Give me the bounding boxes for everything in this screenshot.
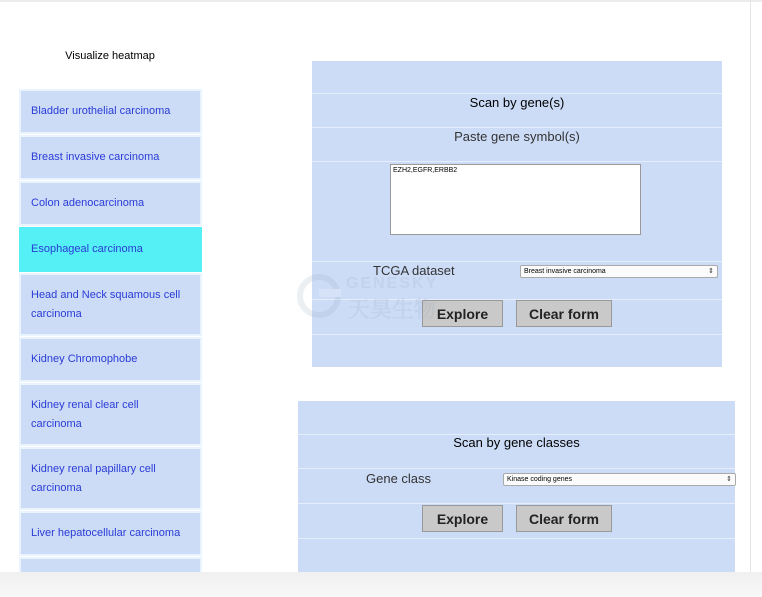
bottom-fade — [0, 572, 762, 597]
clear-form-button[interactable]: Clear form — [516, 505, 612, 532]
clear-form-button[interactable]: Clear form — [516, 300, 612, 327]
row-divider — [298, 468, 735, 469]
explore-button[interactable]: Explore — [422, 505, 503, 532]
sidebar-item-esophageal[interactable]: Esophageal carcinoma — [19, 227, 202, 272]
sidebar-item-kidney-clear-cell[interactable]: Kidney renal clear cell carcinoma — [19, 383, 202, 446]
tcga-dataset-value: Breast invasive carcinoma — [524, 268, 606, 275]
gene-scan-subtitle: Paste gene symbol(s) — [454, 129, 580, 144]
select-arrows-icon: ⇕ — [726, 476, 732, 483]
gene-symbols-input[interactable] — [390, 164, 641, 235]
class-scan-title: Scan by gene classes — [453, 435, 580, 450]
gene-class-label: Gene class — [366, 471, 432, 486]
tcga-dataset-label: TCGA dataset — [373, 263, 455, 278]
sidebar-title: Visualize heatmap — [65, 50, 155, 62]
row-divider — [298, 538, 735, 539]
gene-scan-title: Scan by gene(s) — [469, 95, 565, 110]
sidebar-item-bladder[interactable]: Bladder urothelial carcinoma — [19, 89, 202, 134]
sidebar-item-colon[interactable]: Colon adenocarcinoma — [19, 181, 202, 226]
tcga-dataset-select[interactable] — [520, 265, 718, 278]
class-scan-panel — [298, 401, 735, 572]
sidebar-item-kidney-chromophobe[interactable]: Kidney Chromophobe — [19, 337, 202, 382]
row-divider — [312, 127, 722, 128]
row-divider — [312, 93, 722, 94]
row-divider — [312, 261, 722, 262]
gene-class-value: Kinase coding genes — [507, 476, 572, 483]
sidebar-item-head-neck[interactable]: Head and Neck squamous cell carcinoma — [19, 273, 202, 336]
sidebar-item-liver[interactable]: Liver hepatocellular carcinoma — [19, 511, 202, 556]
row-divider — [312, 334, 722, 335]
row-divider — [298, 503, 735, 504]
right-border — [750, 0, 751, 572]
sidebar-item-breast[interactable]: Breast invasive carcinoma — [19, 135, 202, 180]
explore-button[interactable]: Explore — [422, 300, 503, 327]
gene-class-select[interactable] — [503, 473, 736, 486]
select-arrows-icon: ⇕ — [708, 268, 714, 275]
cancer-type-list — [19, 89, 202, 572]
top-border — [0, 0, 762, 2]
gene-scan-panel — [312, 61, 722, 367]
row-divider — [312, 161, 722, 162]
sidebar-item-partial[interactable] — [19, 557, 202, 572]
sidebar-item-kidney-papillary[interactable]: Kidney renal papillary cell carcinoma — [19, 447, 202, 510]
